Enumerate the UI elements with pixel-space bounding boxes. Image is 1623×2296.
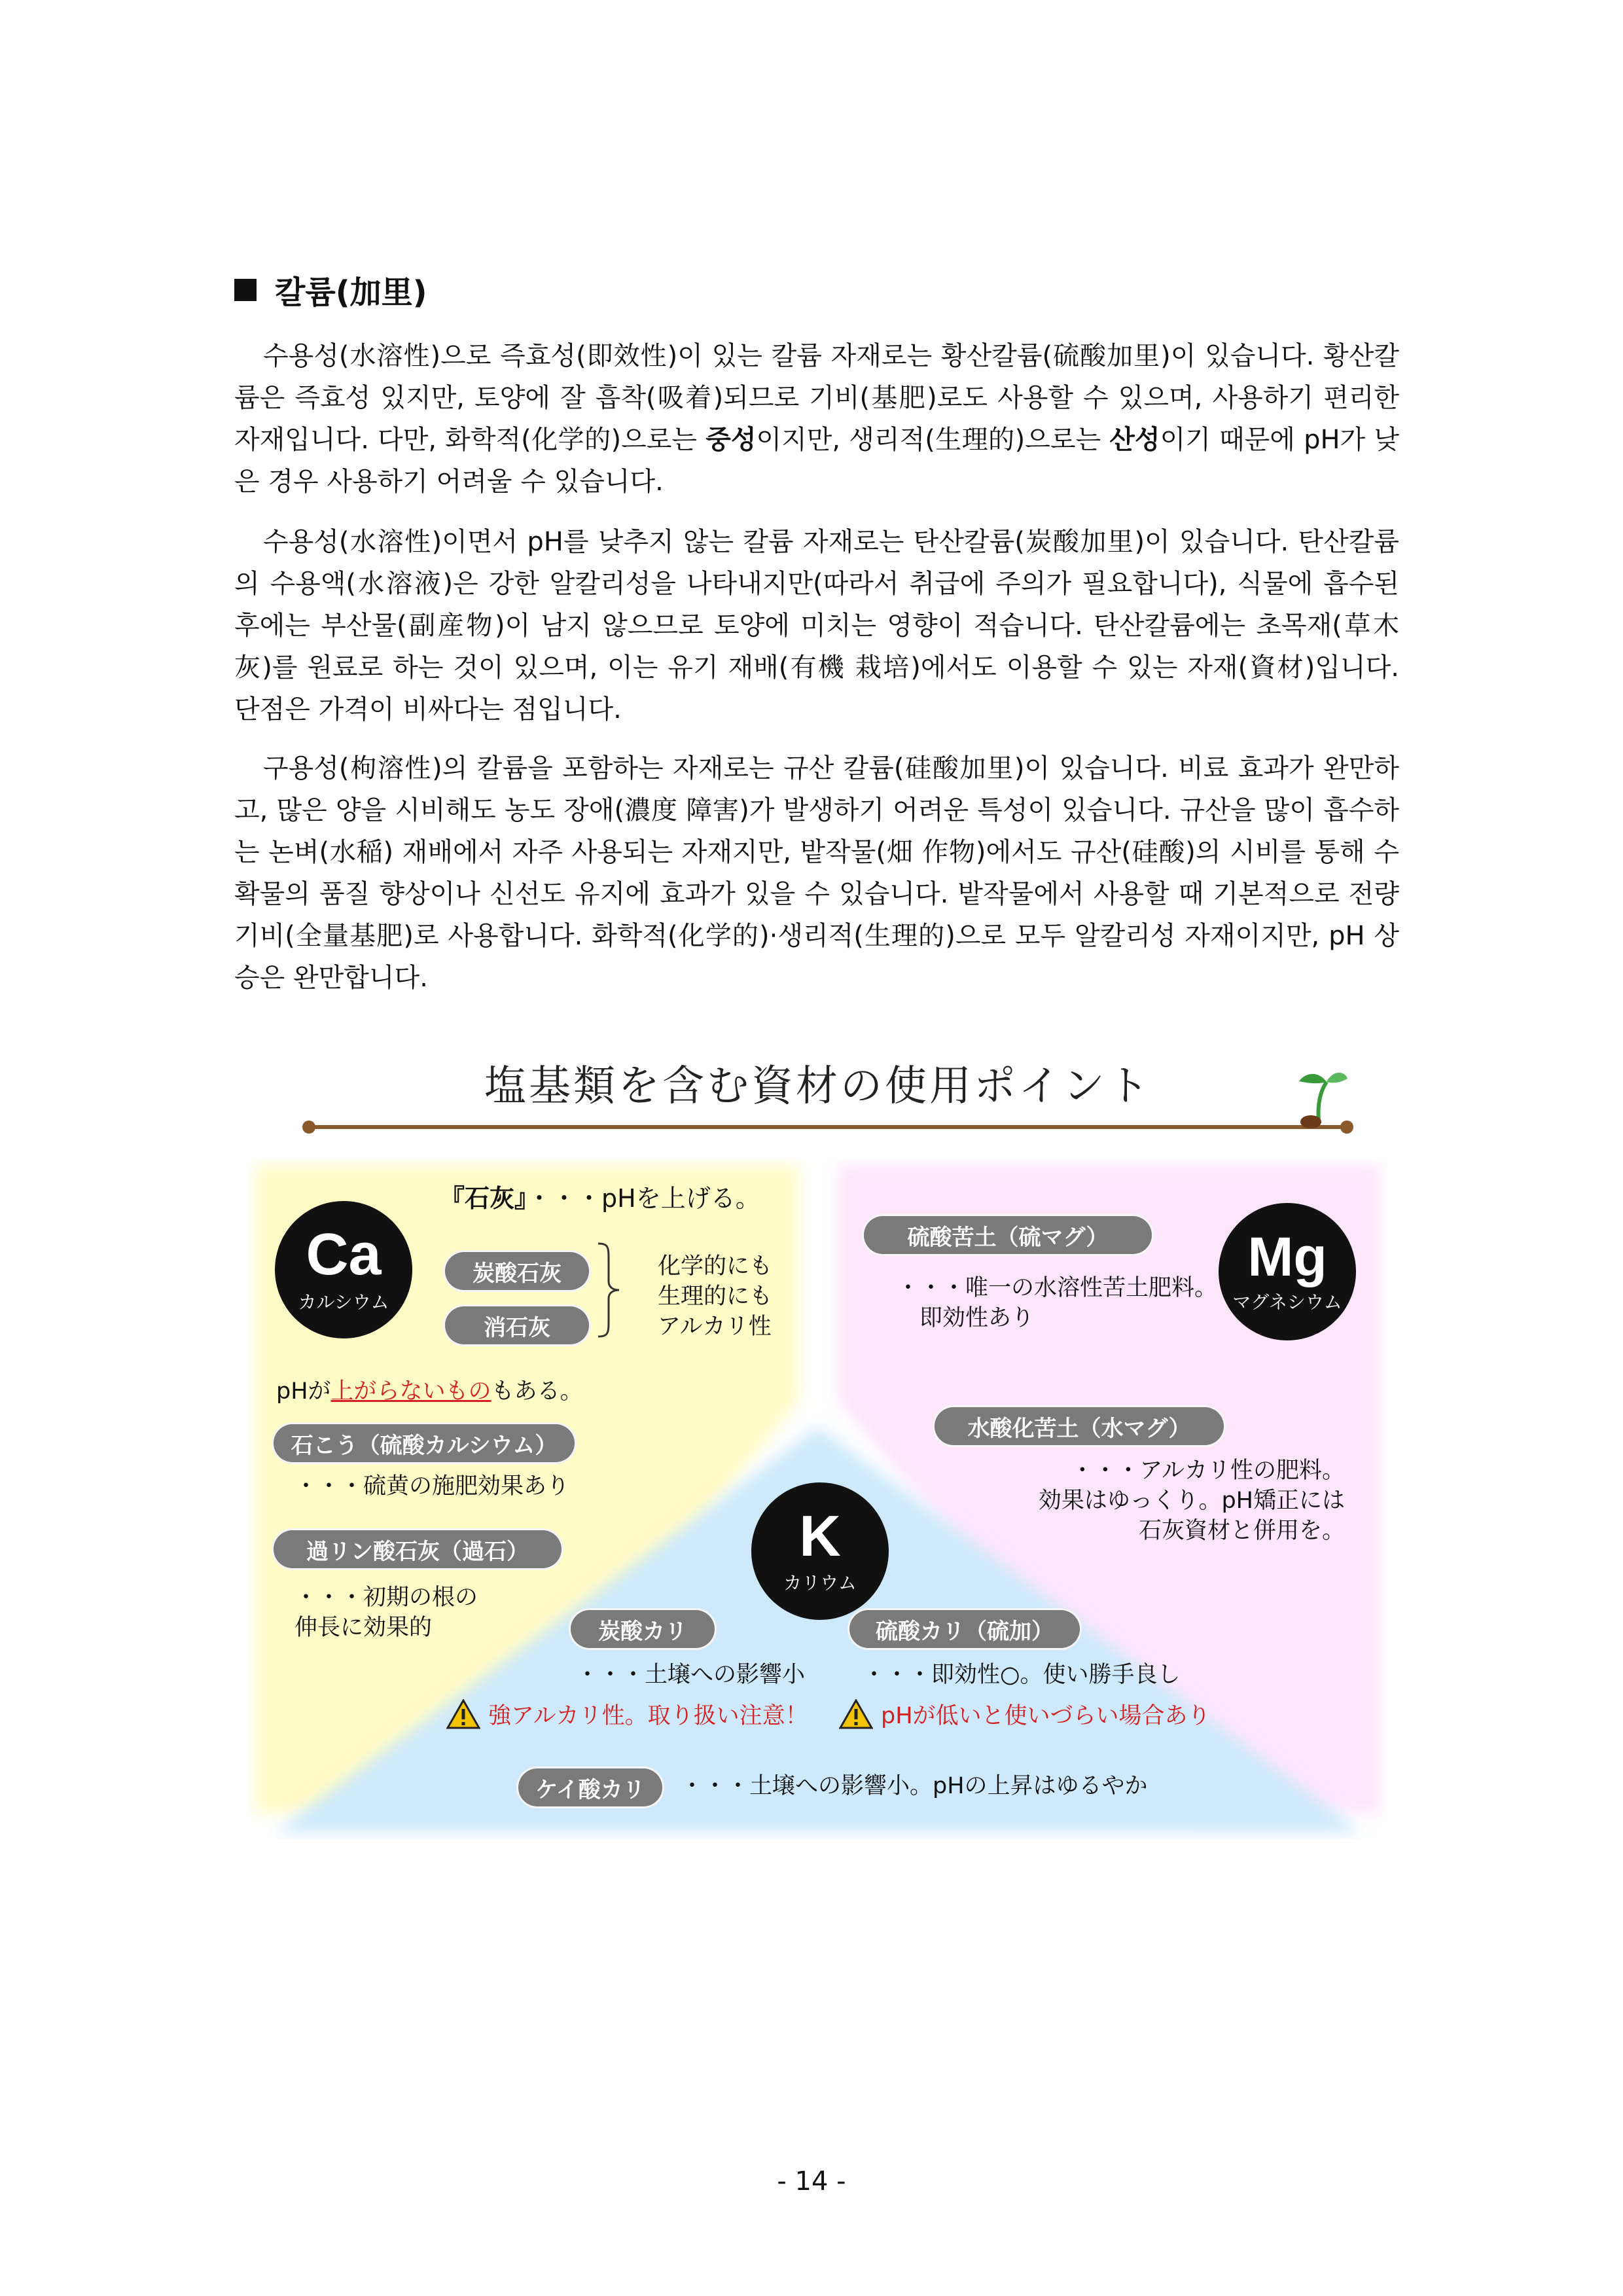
potassium-sulfate-warning	[839, 1698, 1211, 1731]
non-raising-post: もある。	[491, 1378, 583, 1405]
paragraph-3: 구용성(枸溶性)의 칼륨을 포함하는 자재로는 규산 칼륨(硅酸加里)이 있습니다. 비료 효과가 완만하고, 많은 양을 시비해도 농도 장애(濃度 障害)가 발생하기 어려운 특성이 있습니다. 규산을 많이 흡수하는 논벼(水稲) 재배에서 자주 사용되는 자재지만, 밭작물(畑 作物)에서도 규산(硅酸)의 시비를 통해 수확물의 품질 향상이나 신선도 유지에 효과가 있을 수 있습니다. 밭작물에서 사용할 때 기본적으로 전량기비(全量基肥)로 사용합니다. 화학적(化学的)·생리적(生理的)으로 모두 알칼리성 자재이지만, pH 상승은 완만합니다.	[234, 753, 1399, 993]
non-raising-pre: pHが	[276, 1378, 331, 1405]
potassium-carbonate-pill: 炭酸カリ	[571, 1610, 715, 1648]
infographic-title: 塩基類を含む資材の使用ポイント	[484, 1062, 1152, 1111]
paragraph-2: 수용성(水溶性)이면서 pH를 낮추지 않는 칼륨 자재로는 탄산칼륨(炭酸加里)이 있습니다. 탄산칼륨의 수용액(水溶液)은 강한 알칼리성을 나타내지만(따라서 취급에 주의가 필요합니다), 식물에 흡수된 후에는 부산물(副産物)이 남지 않으므로 토양에 미치는 영향이 적습니다. 탄산칼륨에는 초목재(草木灰)를 원료로 하는 것이 있으며, 이는 유기 재배(有機 栽培)에서도 이용할 수 있는 자재(資材)입니다. 단점은 가격이 비싸다는 점입니다.	[234, 527, 1399, 725]
lime-heading	[440, 1183, 760, 1213]
gypsum-pill: 石こう（硫酸カルシウム）	[274, 1424, 575, 1462]
magnesium-circle	[1219, 1203, 1356, 1340]
potassium-symbol: K	[799, 1503, 841, 1568]
calcium-symbol: Ca	[306, 1222, 382, 1287]
paragraph-1-bold-acid: 산성	[1109, 425, 1160, 455]
brace-icon	[596, 1241, 622, 1339]
magnesium-symbol: Mg	[1247, 1226, 1327, 1287]
page-number: - 14 -	[777, 2166, 846, 2197]
square-bullet-icon	[234, 279, 257, 301]
rule-dot-left	[302, 1121, 315, 1134]
warning-icon	[446, 1699, 480, 1729]
magnesium-sulfate-desc: ・・・唯一の水溶性苦土肥料。 即効性あり	[897, 1275, 1218, 1331]
potassium-silicate-pill: ケイ酸カリ	[518, 1768, 662, 1806]
paragraph-1-text-a: 수용성(水溶性)으로 즉효성(即效性)이 있는 칼륨 자재로는 황산칼륨(硫酸加里)이 있습니다. 황산칼륨은 즉효성 있지만, 토양에 잘 흡착(吸着)되므로 기비(基肥)로도 사용할 수 있으며, 사용하기 편리한 자재입니다. 다만, 화학적(化学的)으로는	[234, 341, 1399, 455]
potassium-sulfate-pill: 硫酸カリ（硫加）	[849, 1610, 1080, 1648]
potassium-sulfate-desc: ・・・即効性○。使い勝手良し	[863, 1662, 1181, 1688]
non-raising-red: 上がらないもの	[330, 1378, 491, 1405]
potassium-carbonate-warning-text: 強アルカリ性。取り扱い注意！	[488, 1703, 808, 1729]
potassium-name: カリウム	[783, 1572, 857, 1594]
sprout-icon	[1279, 1059, 1351, 1131]
potassium-carbonate-warning	[446, 1698, 808, 1731]
lime-desc: ・・・pHを上げる。	[527, 1184, 760, 1213]
warning-icon	[839, 1699, 873, 1729]
paragraph-1-text-b: 이지만, 생리적(生理的)으로는	[756, 425, 1110, 455]
superphosphate-desc: ・・・初期の根の 伸長に効果的	[294, 1585, 478, 1641]
paragraph-1-text-c: 이기 때문에 pH가 낮은 경우 사용하기 어려울 수 있습니다.	[234, 425, 1399, 497]
magnesium-sulfate-pill: 硫酸苦土（硫マグ）	[864, 1216, 1152, 1254]
potassium-carbonate-desc: ・・・土壌への影響小	[576, 1662, 806, 1688]
section-heading-text: 칼륨(加里)	[275, 274, 427, 311]
section-heading	[234, 267, 427, 312]
lime-alkaline-note: 化学的にも 生理的にも アルカリ性	[658, 1253, 773, 1340]
gypsum-desc: ・・・硫黄の施肥効果あり	[294, 1473, 570, 1499]
non-raising-note	[276, 1376, 583, 1407]
magnesium-hydroxide-desc: ・・・アルカリ性の肥料。 効果はゆっくり。pH矯正には 石灰資材と併用を。	[1038, 1458, 1345, 1544]
calcium-carbonate-pill: 炭酸石灰	[445, 1252, 589, 1290]
potassium-circle	[751, 1482, 889, 1620]
lime-title: 『石灰』	[440, 1184, 527, 1213]
calcium-name: カルシウム	[298, 1291, 389, 1313]
paragraph-1-bold-neutral: 중성	[705, 425, 757, 455]
magnesium-hydroxide-pill: 水酸化苦土（水マグ）	[935, 1407, 1224, 1445]
paragraph-1	[234, 335, 1399, 503]
superphosphate-pill: 過リン酸石灰（過石）	[274, 1530, 562, 1568]
title-rule	[308, 1125, 1348, 1129]
potassium-silicate-desc: ・・・土壌への影響小。pHの上昇はゆるやか	[681, 1773, 1148, 1799]
magnesium-name: マグネシウム	[1232, 1291, 1342, 1313]
calcium-circle	[275, 1201, 412, 1338]
slaked-lime-pill: 消石灰	[445, 1306, 589, 1344]
potassium-sulfate-warning-text: pHが低いと使いづらい場合あり	[881, 1703, 1211, 1729]
